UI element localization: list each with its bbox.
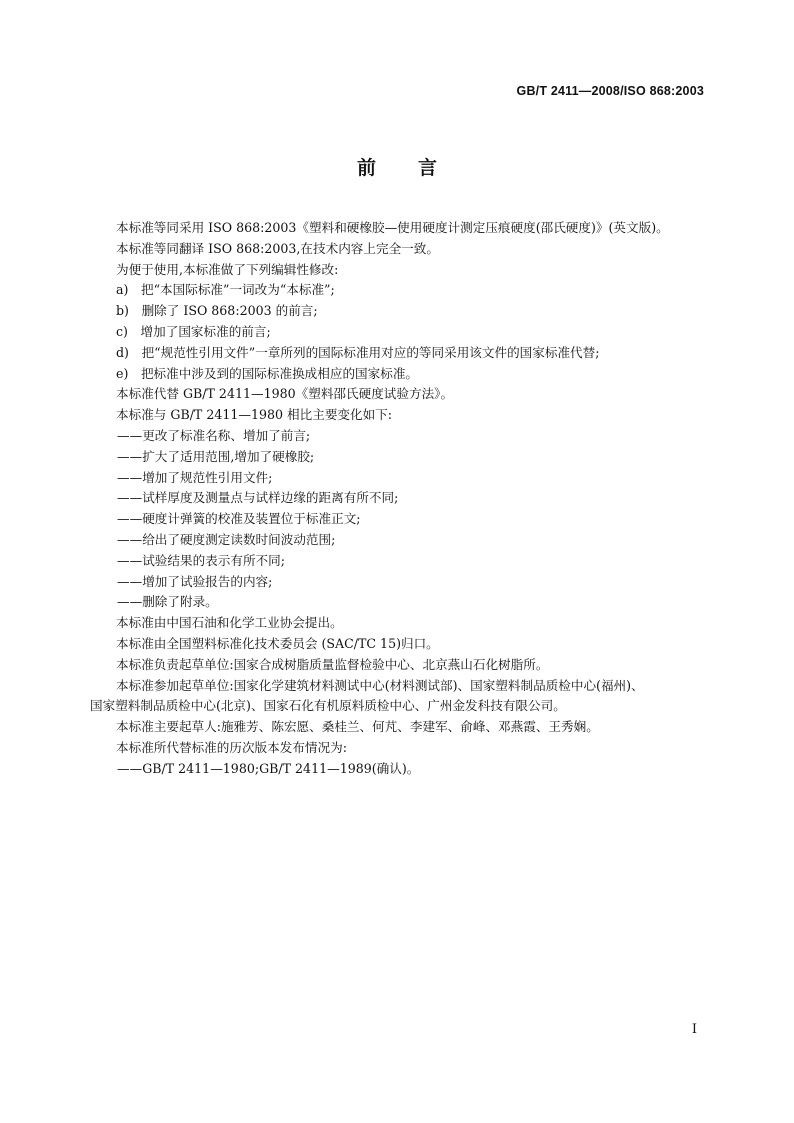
- paragraph-line: 本标准代替 GB/T 2411—1980《塑料邵氏硬度试验方法》。: [116, 386, 454, 402]
- list-item: c) 增加了国家标准的前言;: [116, 323, 271, 339]
- dash-item: ——硬度计弹簧的校准及装置位于标准正文;: [117, 511, 361, 527]
- dash-item: ——试样厚度及测量点与试样边缘的距离有所不同;: [117, 490, 399, 506]
- dash-item: ——增加了试验报告的内容;: [117, 573, 273, 589]
- paragraph-line: 本标准由中国石油和化学工业协会提出。: [116, 615, 343, 631]
- paragraph-line: 本标准负责起草单位:国家合成树脂质量监督检验中心、北京燕山石化树脂所。: [116, 656, 549, 672]
- page-title: [0, 153, 794, 180]
- standard-code-header: GB/T 2411—2008/ISO 868:2003: [516, 84, 704, 98]
- list-item: a) 把“本国际标准”一词改为“本标准”;: [116, 282, 335, 298]
- title-char-2: 言: [418, 157, 438, 179]
- paragraph-line: 本标准等同翻译 ISO 868:2003,在技术内容上完全一致。: [116, 240, 439, 256]
- dash-item: ——更改了标准名称、增加了前言;: [117, 427, 311, 443]
- page-number: I: [691, 1022, 697, 1037]
- dash-item: ——试验结果的表示有所不同;: [117, 552, 285, 568]
- title-char-1: 前: [356, 157, 376, 179]
- dash-item: ——给出了硬度测定读数时间波动范围;: [117, 531, 336, 547]
- paragraph-line: 本标准参加起草单位:国家化学建筑材料测试中心(材料测试部)、国家塑料制品质检中心(福州)、: [116, 677, 644, 693]
- list-item: e) 把标准中涉及到的国际标准换成相应的国家标准。: [116, 365, 419, 381]
- paragraph-line: 为便于使用,本标准做了下列编辑性修改:: [116, 261, 339, 277]
- paragraph-line: 本标准与 GB/T 2411—1980 相比主要变化如下:: [116, 407, 393, 423]
- paragraph-continuation: 国家塑料制品质检中心(北京)、国家石化有机原料质检中心、广州金发科技有限公司。: [90, 698, 566, 714]
- list-item: d) 把“规范性引用文件”一章所列的国际标准用对应的等同采用该文件的国家标准代替;: [116, 344, 600, 360]
- paragraph-line: 本标准所代替标准的历次版本发布情况为:: [116, 739, 347, 755]
- paragraph-line: 本标准等同采用 ISO 868:2003《塑料和硬橡胶—使用硬度计测定压痕硬度(邵氏硬度)》(英文版)。: [116, 220, 669, 235]
- paragraph-line: 本标准由全国塑料标准化技术委员会 (SAC/TC 15)归口。: [116, 635, 439, 651]
- dash-item: ——删除了附录。: [117, 594, 218, 610]
- dash-item: ——扩大了适用范围,增加了硬橡胶;: [117, 448, 315, 464]
- list-item: b) 删除了 ISO 868:2003 的前言;: [116, 303, 318, 319]
- dash-item: ——GB/T 2411—1980;GB/T 2411—1989(确认)。: [117, 760, 420, 776]
- foreword-body: [90, 218, 710, 780]
- paragraph-line: 本标准主要起草人:施雅芳、陈宏愿、桑桂兰、何芃、李建军、俞峰、邓燕霞、王秀娴。: [116, 719, 599, 735]
- dash-item: ——增加了规范性引用文件;: [117, 469, 273, 485]
